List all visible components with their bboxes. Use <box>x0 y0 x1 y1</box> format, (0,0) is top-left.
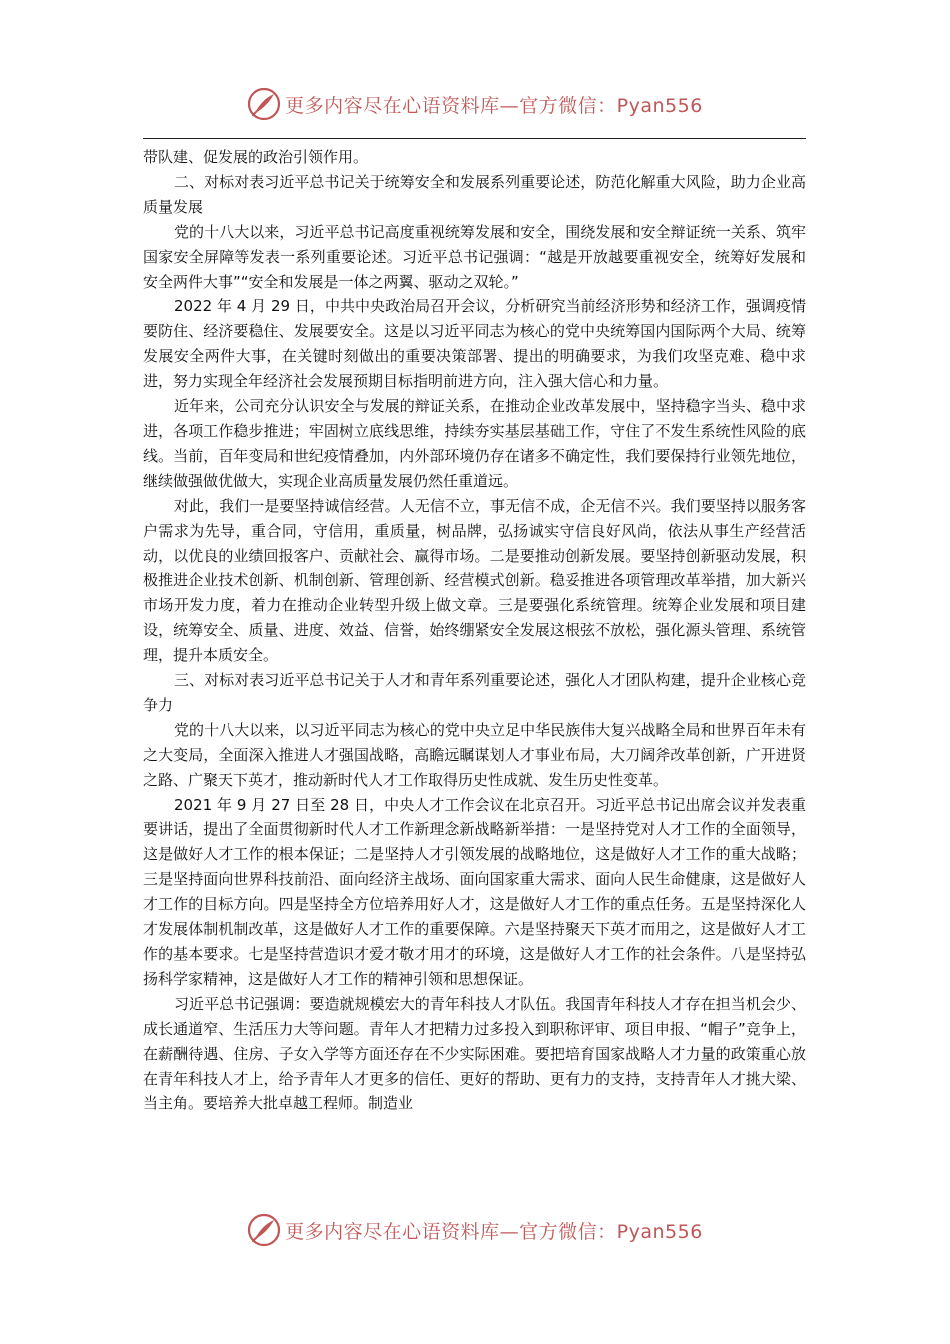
footer-wechat-account: Pyan556 <box>616 1220 703 1243</box>
paragraph: 2021 年 9 月 27 日至 28 日，中央人才工作会议在北京召开。习近平总书记出席会议并发表重要讲话，提出了全面贯彻新时代人才工作新理念新战略新举措：一是坚持党对人才工作的全面领导，这是做好人才工作的根本保证；二是坚持人才引领发展的战略地位，这是做好人才工作的重大战略；三是坚持面向世界科技前沿、面向经济主战场、面向国家重大需求、面向人民生命健康，这是做好人才工作的目标方向。四是坚持全方位培养用好人才，这是做好人才工作的重点任务。五是坚持深化人才发展体制机制改革，这是做好人才工作的重要保障。六是坚持聚天下英才而用之，这是做好人才工作的基本要求。七是坚持营造识才爱才敬才用才的环境，这是做好人才工作的社会条件。八是坚持弘扬科学家精神，这是做好人才工作的精神引领和思想保证。 <box>143 795 806 988</box>
section-heading: 三、对标对表习近平总书记关于人才和青年系列重要论述，强化人才团队构建，提升企业核心竞争力 <box>143 671 806 714</box>
paragraph: 带队建、促发展的政治引领作用。 <box>143 148 369 166</box>
header-banner <box>0 84 950 124</box>
paragraph: 2022 年 4 月 29 日，中共中央政治局召开会议，分析研究当前经济形势和经济工作，强调疫情要防住、经济要稳住、发展要安全。这是以习近平同志为核心的党中央统筹国内国际两个大局、统筹发展安全两件大事，在关键时刻做出的重要决策部署、提出的明确要求，为我们攻坚克难、稳中求进，努力实现全年经济社会发展预期目标指明前进方向，注入强大信心和力量。 <box>143 297 806 391</box>
footer-banner-text: 更多内容尽在心语资料库—官方微信：Pyan556 <box>285 1220 703 1243</box>
paragraph: 对此，我们一是要坚持诚信经营。人无信不立，事无信不成，企无信不兴。我们要坚持以服务客户需求为先导，重合同，守信用，重质量，树品牌，弘扬诚实守信良好风尚，依法从事生产经营活动，以优良的业绩回报客户、贡献社会、赢得市场。二是要推动创新发展。要坚持创新驱动发展，积极推进企业技术创新、机制创新、管理创新、经营模式创新。稳妥推进各项管理改革举措，加大新兴市场开发力度，着力在推动企业转型升级上做文章。三是要强化系统管理。统筹企业发展和项目建设，统筹安全、质量、进度、效益、信誉，始终绷紧安全发展这根弦不放松，强化源头管理、系统管理，提升本质安全。 <box>143 496 806 665</box>
paragraph: 习近平总书记强调：要造就规模宏大的青年科技人才队伍。我国青年科技人才存在担当机会少、成长通道窄、生活压力大等问题。青年人才把精力过多投入到职称评审、项目申报、“帽子”竞争上，在薪酬待遇、住房、子女入学等方面还存在不少实际困难。要把培育国家战略人才力量的政策重心放在青年科技人才上，给予青年人才更多的信任、更好的帮助、更有力的支持，支持青年人才挑大梁、当主角。要培养大批卓越工程师。制造业 <box>143 994 806 1113</box>
section-heading: 二、对标对表习近平总书记关于统筹安全和发展系列重要论述，防范化解重大风险，助力企业高质量发展 <box>143 172 806 216</box>
header-banner-text: 更多内容尽在心语资料库—官方微信：Pyan556 <box>285 94 703 117</box>
document-body <box>143 145 806 1116</box>
paragraph: 近年来，公司充分认识安全与发展的辩证关系，在推动企业改革发展中，坚持稳字当头、稳中求进，各项工作稳步推进；牢固树立底线思维，持续夯实基层基础工作，守住了不发生系统性风险的底线。当前，百年变局和世纪疫情叠加，内外部环境仍存在诸多不确定性，我们要保持行业领先地位，继续做强做优做大，实现企业高质量发展仍然任重道远。 <box>143 397 806 490</box>
paragraph: 党的十八大以来，以习近平同志为核心的党中央立足中华民族伟大复兴战略全局和世界百年未有之大变局，全面深入推进人才强国战略，高瞻远瞩谋划人才事业布局，大刀阔斧改革创新，广开进贤之路、广聚天下英才，推动新时代人才工作取得历史性成就、发生历史性变革。 <box>143 720 806 789</box>
header-wechat-account: Pyan556 <box>616 94 703 117</box>
quill-logo-icon <box>247 1213 281 1247</box>
header-rule <box>143 138 806 139</box>
footer-banner <box>0 1210 950 1250</box>
paragraph: 党的十八大以来，习近平总书记高度重视统筹发展和安全，围绕发展和安全辩证统一关系、筑牢国家安全屏障等发表一系列重要论述。习近平总书记强调：“越是开放越要重视安全，统筹好发展和安全两件大事”“安全和发展是一体之两翼、驱动之双轮。” <box>143 222 806 291</box>
quill-logo-icon <box>247 87 281 121</box>
